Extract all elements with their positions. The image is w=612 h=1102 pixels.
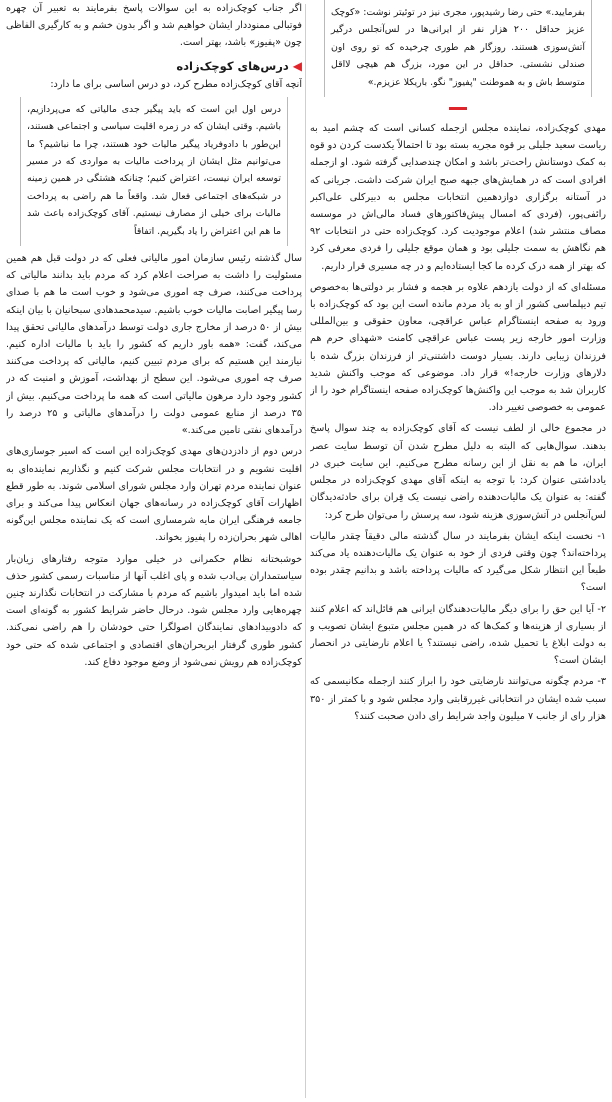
paragraph: در مجموع خالی از لطف نیست که آقای کوچک‌زاده به چند سوال پاسخ بدهند. سوال‌هایی که البته به دلیل مطرح شدن آن توسط سایت عصر ایران، ما هم به نقل از این رسانه مطرح می‌کنیم. این سایت خبری در یادداشتی عنوان کرد: با توجه به اینکه آقای مهدی کوچک‌زاده در مجلس گفته‌: به عنوان یک مالیات‌دهنده راضی نیست یک قِران برای حادثه‌دیدگان لس‌آنجلس در آتش‌سوزی هزینه شود، سه پرسش را می‌توان طرح کرد:: [310, 423, 606, 521]
left-column: [6, 0, 302, 1102]
paragraph: درس دوم از دادزدن‌های مهدی کوچک‌زاده این است که اسیر جوسازی‌های اقلیت نشویم و در انتخابات مجلس شرکت کنیم و نگذاریم نماینده‌ای به عنوان نماینده مردم تهران وارد مجلس شورای اسلامی شوند. به طور قطع اظهارات آقای کوچک‌زاده در رسانه‌های جهان انعکاس پیدا می‌کند و برای جامعه فرهنگی ایران مایه شرمساری است که یک نماینده مجلس این‌گونه اهالی شهر بحران‌زده را پفیوز بخواند.: [6, 446, 302, 544]
quote-box-right: [324, 0, 592, 97]
quote-box-left: [20, 97, 288, 246]
paragraph: آنچه آقای کوچک‌زاده مطرح کرد، دو درس اساسی برای ما دارد:: [50, 78, 302, 90]
triangle-bullet-icon: ◀: [292, 58, 302, 73]
question-1: ۱- نخست اینکه ایشان بفرمایند در سال گذشته مالی دقیقاً چقدر مالیات پرداخته‌اند؟ چون وقتی فردی از خود به عنوان یک مالیات‌دهنده یاد می‌کند طبعاً این انتظار شکل می‌گیرد که مالیات پرداخته باشد و بدانیم چقدر بوده است؟: [310, 530, 606, 594]
lesson-one-quote: درس اول این است که باید پیگیر جدی مالیاتی که می‌پردازیم، باشیم. وقتی ایشان که در زمره اقلیت سیاسی و اجتماعی هستند، این‌طور با دادوفریاد پیگیر مالیات خود هستند، چرا ما نباشیم؟ ما می‌توانیم مثل ایشان از پرداخت مالیات به مواردی که در مسیر توسعه ایران نیست، اعتراض کنیم؛ چنانکه هشتگی در همین زمینه در شبکه‌های اجتماعی فعال شد. واقعاً ما هم راضی به پرداخت مالیات برای خیلی از مصارف نیستیم. آقای کوچک‌زاده باعث شد ما هم این اعتراض را یاد بگیریم. اتفاقاً: [27, 103, 281, 237]
question-2: ۲- آیا این حق را برای دیگر مالیات‌دهندگان ایرانی هم قائل‌اند که اعلام کنند از بسیاری از هزینه‌ها و کمک‌ها که در همین مجلس متبوع ایشان تصویب و به دولت ابلاغ یا تحمیل شده، راضی نیستند؟ یا اعلام نارضایتی در انحصار ایشان است؟: [310, 603, 606, 667]
paragraph: مسئله‌ای که از دولت یازدهم علاوه بر هجمه و فشار بر دولتی‌ها به‌خصوص تیم دیپلماسی کشور از او به یاد مردم مانده است این بود که کوچک‌زاده با ورود به صفحه اینستاگرام عباس عراقچی، معاون حقوقی و بین‌المللی وزارت امور خارجه زیر پست عباس عراقچی کامنت «شهدای حرم هم فرزندان زیبایی دارند. بسیار دوست داشتنی‌تر از فرزندان بزرگ شده با دلارهای وزارت خارجه!» قرار داد. موضوعی که موجب واکنش شدید کاربران شد به موجب این واکنش‌ها کوچک‌زاده صفحه اینستاگرام خود را از عمومی به خصوصی تغییر داد.: [310, 281, 606, 414]
paragraph: اگر جناب کوچک‌زاده به این سوالات پاسخ بفرمایند به تعبیر آن چهره فوتبالی ممنوددار ایشان خواهیم شد و اگر بدون خشم و به کارگیری الفاظی چون «پفیوز» باشد، بهتر است.: [6, 3, 302, 49]
intro-quote-paragraph: بفرمایید.» حتی رضا رشیدپور، مجری نیز در توئیتر نوشت: «کوچک عزیز حداقل ۲۰۰ هزار نفر از ایرانی‌ها در لس‌آنجلس درگیر آتش‌سوزی هستند. روزگار هم طوری چرخیده که تو روی اون صندلی نشستی. حداقل در این مورد، بزرگ هم هیچی لااقل متوسط باش و به هموطنت "پفیوز" نگو. باریکلا عزیزم.»: [331, 7, 585, 88]
paragraph: سال گذشته رئیس سازمان امور مالیاتی فعلی که در دولت قبل هم همین مسئولیت را داشت به صراحت اعلام کرد که مردم باید بدانند مالیاتی که پرداخت می‌کنند، صرف چه اموری می‌شود و خوب است ما هم با صدای رسا پیگیر اصابت مالیات خوب باشیم. سیدمحمدهادی سبحانیان با بیان اینکه بیش از ۵۰ درصد از مخارج جاری دولت توسط درآمدهای مالیاتی تحقق پیدا می‌کند، گفت: «همه باور داریم که کشور را باید با مالیات اداره کنیم. نیازمند این هستیم که برای مردم تبیین کنیم، مالیاتی که پرداخت می‌کنند صرف چه اموری می‌شود. این سطح از بهداشت، آموزش و امنیت که در کشور وجود دارد مرهون مالیاتی است که همه ما پرداخت می‌کنیم. بیش از ۳۵ درصد از منابع عمومی دولت را درآمدهای مالیاتی و ۲۵ درصد را درآمدهای نفتی تامین می‌کند.»: [6, 253, 302, 437]
right-column: [310, 0, 606, 1102]
paragraph: خوشبختانه نظام حکمرانی در خیلی موارد متوجه رفتارهای زیان‌بار سیاستمداران بی‌ادب شده و پای اغلب آنها از مناسبات رسمی کشور حذف شده اما باید امیدوار باشیم که مردم با مشارکت در انتخابات نگذارند چنین چهره‌هایی وارد مجلس شود. درحال حاضر شرایط کشور به گونه‌ای است که دادوبیدادهای نمایندگان اصولگرا حتی خودشان را هم راضی نمی‌کند. کشور طوری گرفتار ابربحران‌های اقتصادی و اجتماعی شده که حتی خود کوچک‌زاده هم رویش نمی‌شود از وضع موجود دفاع کند.: [6, 553, 302, 668]
section-heading-text: درس‌های کوچک‌زاده: [176, 58, 289, 73]
section-heading: [6, 56, 302, 76]
question-3: ۳- مردم چگونه می‌توانند نارضایتی خود را ابراز کنند ازجمله مکانیسمی که سبب شده ایشان در انتخاباتی غیررقابتی وارد مجلس شود و با کمتر از ۳۵۰ هزار رای از جانب ۷ میلیون واجد شرایط رای دادن صحبت کنند؟: [310, 676, 606, 722]
paragraph: مهدی کوچک‌زاده، نماینده مجلس ازجمله کسانی است که چشم امید به ریاست سعید جلیلی بر قوه مجریه بسته بود تا احتمالاً یکدست کردن دو قوه به کمک دوستانش راحت‌تر باشد و امکان چندصدایی گرفته شود. او ازجمله افرادی است که در همایش‌های جبهه صبح ایران شرکت داشت. جریانی که در آستانه برگزاری دوازدهمین انتخابات مجلس به دبیرکلی علی‌اکبر رائفی‌پور، (فردی که امسال پیش‌فاکتورهای فساد مالی‌اش در موسسه مصاف منتشر شد) اعلام موجودیت کرد. کوچک‌زاده حتی در انتخابات ۹۲ هم نگاهش به سمت جلیلی بود و همان موقع جلیلی را فردی معرفی کرد که بهتر از همه درک کرده ما کجا ایستاده‌ایم و در چه مسیری قرار داریم.: [310, 123, 606, 272]
red-separator: [449, 107, 467, 110]
column-divider: [305, 4, 306, 1098]
